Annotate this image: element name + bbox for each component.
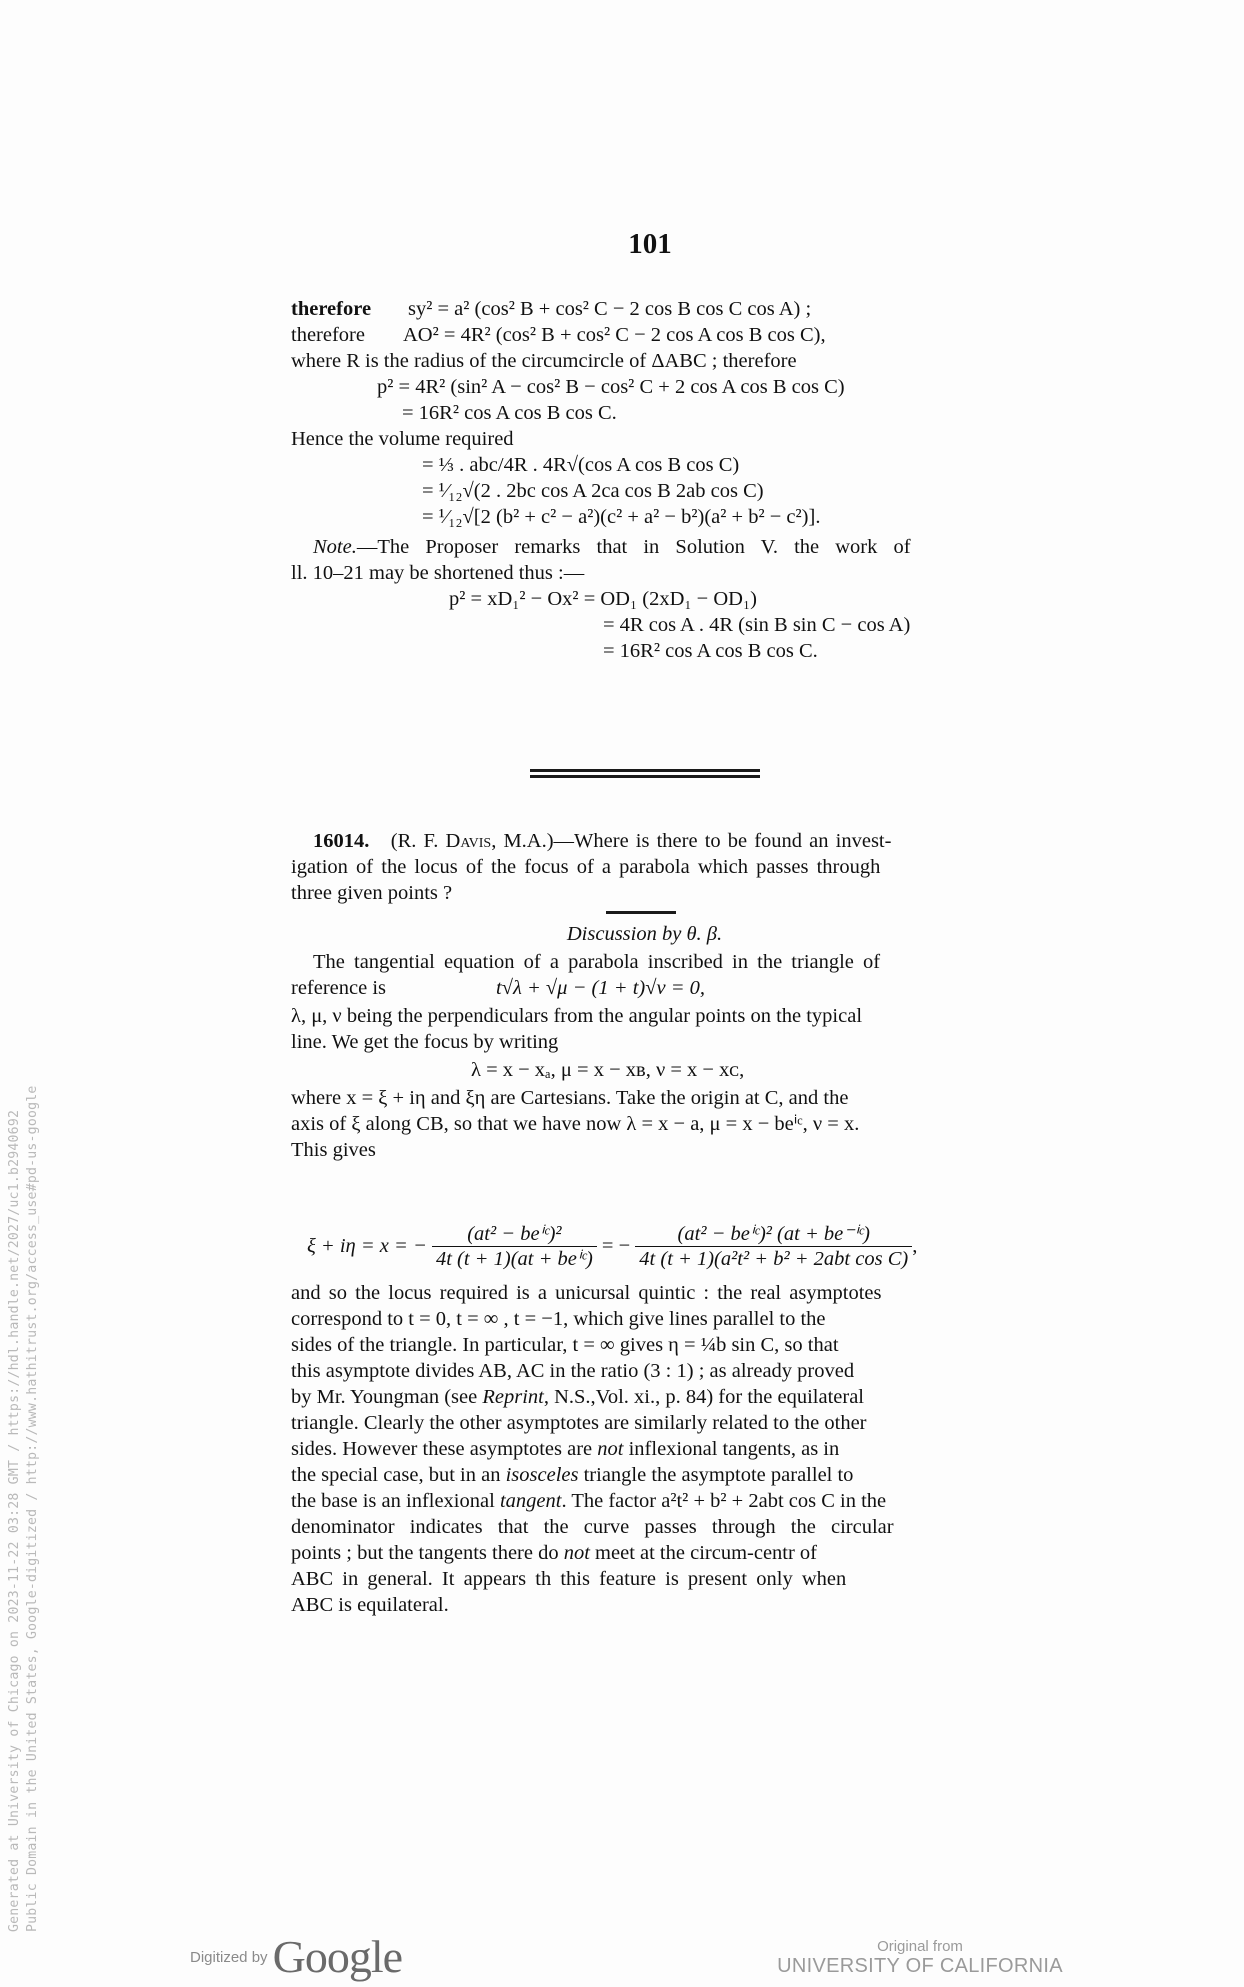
text-line: This gives: [291, 1139, 376, 1161]
original-from: [770, 1938, 1070, 1978]
text-line: sides of the triangle. In particular, t = ∞ gives η = ¼b sin C, so that: [291, 1334, 839, 1356]
text-line: The tangential equation of a parabola inscribed in the triangle of: [313, 951, 881, 973]
fraction-numerator: (at² − beⁱᶜ)² (at + be⁻ⁱᶜ): [635, 1222, 912, 1247]
text-line: Hence the volume required: [291, 428, 514, 450]
text: points ; but the tangents there do: [291, 1542, 564, 1564]
fraction-denominator: 4t (t + 1)(a²t² + b² + 2abt cos C): [639, 1248, 909, 1270]
therefore-label: therefore: [291, 298, 372, 320]
text: by Mr. Youngman (see: [291, 1386, 483, 1408]
equation: = 4R cos A . 4R (sin B sin C − cos A): [603, 614, 911, 636]
text-line: where R is the radius of the circumcircle of ΔABC ; therefore: [291, 350, 797, 372]
discussion: [291, 921, 998, 1163]
text: the base is an inflexional: [291, 1490, 500, 1512]
question-16014: [291, 828, 998, 906]
reprint-title: Reprint: [482, 1386, 544, 1408]
text: , N.S.,Vol. xi., p. 84) for the equilateral: [543, 1386, 865, 1408]
text-line: [291, 1436, 998, 1462]
question-line: three given points ?: [291, 882, 453, 904]
watermark-line-1: Generated at University of Chicago on 2023-11-22 03:28 GMT / https://hdl.handle.net/2027/uc1.b2940692: [7, 1109, 22, 1932]
equation: = ¹⁄₁₂√[2 (b² + c² − a²)(c² + a² − b²)(a² + b² − c²)].: [422, 506, 821, 528]
equation: p² = 4R² (sin² A − cos² B − cos² C + 2 cos A cos B cos C): [377, 376, 845, 398]
eq-line-1: [291, 296, 998, 322]
short-rule: [606, 911, 676, 914]
text: the special case, but in an: [291, 1464, 506, 1486]
equation: = ¹⁄₁₂√(2 . 2bc cos A 2ca cos B 2ab cos C): [422, 480, 764, 502]
google-logo: Google: [272, 1931, 403, 1982]
divider-rule: [530, 775, 760, 778]
question-line: igation of the locus of the focus of a parabola which passes through: [291, 856, 881, 878]
equation: = ⅓ . abc/4R . 4R√(cos A cos B cos C): [422, 454, 740, 476]
text-line: ABC in general. It appears th this feature is present only when: [291, 1568, 847, 1590]
eq-mid: = −: [601, 1235, 631, 1257]
watermark-line-2: Public Domain in the United States, Google-digitized / http://www.hathitrust.org/access_use#pd-us-google: [25, 1085, 40, 1932]
text-line: [291, 1384, 998, 1410]
text-lead: reference is: [291, 977, 387, 999]
eq-end: ,: [912, 1235, 918, 1257]
emphasis: tangent: [499, 1490, 562, 1512]
equation: = 16R² cos A cos B cos C.: [603, 640, 818, 662]
text-line: [291, 1462, 998, 1488]
discussion-heading: Discussion by θ. β.: [566, 923, 723, 945]
equation: sy² = a² (cos² B + cos² C − 2 cos B cos C cos A) ;: [408, 298, 812, 320]
note-label: Note.: [313, 536, 357, 558]
text-line: line. We get the focus by writing: [291, 1031, 559, 1053]
fraction-2: [635, 1222, 912, 1271]
equation: AO² = 4R² (cos² B + cos² C − 2 cos A cos B cos C),: [403, 324, 826, 346]
text-line: [291, 1488, 998, 1514]
question-line: [291, 828, 998, 854]
eq-line-2: [291, 322, 998, 348]
text-line: where x = ξ + iη and ξη are Cartesians. Take the origin at C, and the: [291, 1087, 849, 1109]
text-line: this asymptote divides AB, AC in the ratio (3 : 1) ; as already proved: [291, 1360, 855, 1382]
text-line: and so the locus required is a unicursal quintic : the real asymptotes: [291, 1282, 882, 1304]
text: sides. However these asymptotes are: [291, 1438, 598, 1460]
equation: = 16R² cos A cos B cos C.: [402, 402, 617, 424]
text-line: ll. 10–21 may be shortened thus :—: [291, 562, 585, 584]
text-line: ABC is equilateral.: [291, 1594, 449, 1616]
equation: λ = x − xₐ, μ = x − xʙ, ν = x − xᴄ,: [471, 1059, 745, 1081]
page-number: 101: [628, 228, 672, 260]
author-name: Davis: [445, 830, 492, 852]
solution-continuation: [291, 296, 998, 664]
question-number: 16014.: [313, 830, 370, 852]
text-line: λ, μ, ν being the perpendiculars from the angular points on the typical: [291, 1005, 863, 1027]
text-line: triangle. Clearly the other asymptotes are similarly related to the other: [291, 1412, 867, 1434]
discussion-continued: [291, 1280, 998, 1618]
display-equation: [291, 1222, 998, 1278]
therefore-label: therefore: [291, 324, 365, 346]
text-line: [291, 1540, 998, 1566]
eq-lhs: ξ + iη = x = −: [307, 1235, 427, 1257]
note-text: —The Proposer remarks that in Solution V. the work of: [356, 536, 911, 558]
text-line: denominator indicates that the curve passes through the circular: [291, 1516, 894, 1538]
fraction-1: [432, 1222, 597, 1271]
author-close: , M.A.): [491, 830, 554, 852]
eq-line: [291, 975, 998, 1001]
section-divider: [530, 769, 760, 779]
divider-rule: [530, 769, 760, 772]
digitized-by-google: [190, 1930, 402, 1983]
emphasis: isosceles: [505, 1464, 579, 1486]
side-watermark: [0, 0, 60, 1987]
equation: t√λ + √μ − (1 + t)√ν = 0,: [496, 977, 706, 999]
emphasis: not: [563, 1542, 590, 1564]
fraction-numerator: (at² − beⁱᶜ)²: [432, 1222, 597, 1247]
text: inflexional tangents, as in: [623, 1438, 840, 1460]
fraction-denominator: 4t (t + 1)(at + beⁱᶜ): [435, 1248, 593, 1270]
text: . The factor a²t² + b² + 2abt cos C in the: [561, 1490, 887, 1512]
institution-name: UNIVERSITY OF CALIFORNIA: [777, 1955, 1063, 1977]
text-line: correspond to t = 0, t = ∞ , t = −1, which give lines parallel to the: [291, 1308, 826, 1330]
text: triangle the asymptote parallel to: [578, 1464, 854, 1486]
emphasis: not: [597, 1438, 624, 1460]
author-open: (R. F.: [390, 830, 446, 852]
text-line: axis of ξ along CB, so that we have now λ = x − a, μ = x − beⁱᶜ, ν = x.: [291, 1113, 860, 1135]
digitized-by-label: Digitized by: [190, 1949, 268, 1966]
note-line: [291, 534, 998, 560]
equation: p² = xD₁² − Ox² = OD₁ (2xD₁ − OD₁): [449, 588, 757, 610]
question-text: —Where is there to be found an invest-: [553, 830, 892, 852]
original-from-label: Original from: [877, 1938, 963, 1955]
text: meet at the circum-centr of: [589, 1542, 818, 1564]
